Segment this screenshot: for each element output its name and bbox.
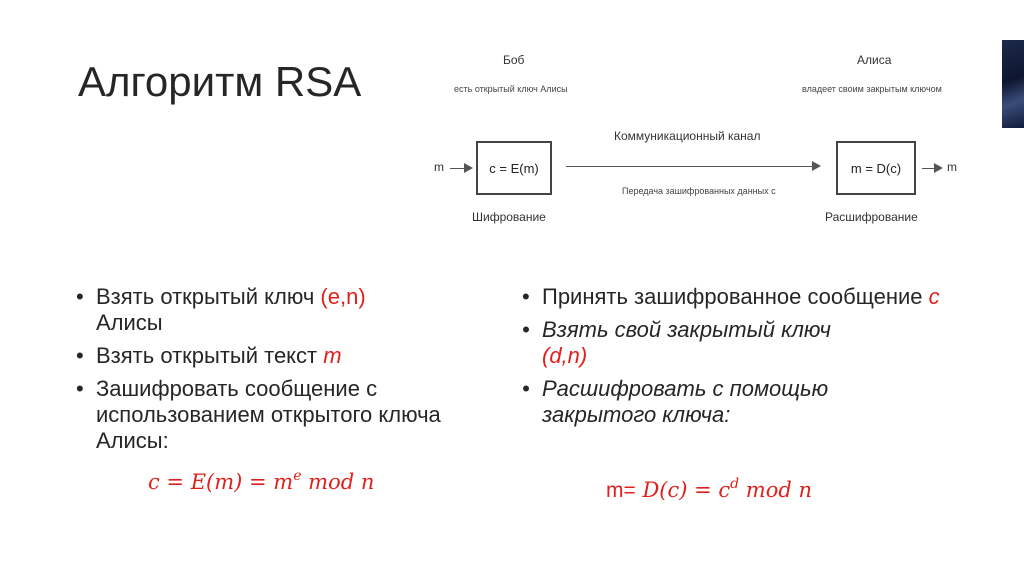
channel-label: Коммуникационный канал [614, 129, 761, 143]
list-item [76, 376, 476, 454]
item-text: Взять открытый текст [96, 343, 324, 368]
item-text: Взять открытый ключ [96, 284, 321, 309]
left-column [76, 284, 476, 461]
encryption-formula [148, 468, 374, 494]
channel-sublabel: Передача зашифрованных данных с [622, 186, 776, 196]
ciphertext-highlight: c [928, 284, 940, 309]
item-text: Взять свой закрытый ключ [542, 317, 831, 342]
formula-prefix: m= [606, 479, 636, 502]
encrypt-caption: Шифрование [472, 210, 546, 224]
channel-arrow-line [566, 166, 814, 167]
private-key-highlight: (d,n) [542, 343, 588, 368]
slide-title: Алгоритм RSA [78, 58, 362, 105]
list-item [522, 376, 942, 428]
bob-description: есть открытый ключ Алисы [454, 84, 568, 94]
formula-rhs: mod n [739, 478, 812, 502]
right-column [522, 284, 942, 435]
item-text: Принять зашифрованное сообщение [542, 284, 929, 309]
input-arrow-head [464, 163, 473, 173]
formula-exponent: e [293, 468, 302, 484]
formula-exponent: d [730, 476, 740, 492]
item-text: Зашифровать сообщение с использованием открытого ключа Алисы: [96, 376, 441, 453]
list-item [522, 284, 942, 310]
list-item [76, 343, 476, 369]
item-text: Расшифровать с помощью закрытого ключа: [542, 376, 829, 427]
input-message-label: m [434, 160, 444, 174]
rsa-diagram [420, 45, 980, 245]
plaintext-highlight: m [323, 343, 342, 368]
public-key-highlight: (e,n) [320, 284, 366, 309]
left-bullet-list [76, 284, 476, 454]
list-item [522, 317, 942, 369]
formula-lhs: c = E(m) = m [148, 470, 294, 494]
output-arrow-head [934, 163, 943, 173]
formula-rhs: mod n [301, 470, 375, 494]
alice-description: владеет своим закрытым ключом [802, 84, 942, 94]
corner-decoration [1002, 40, 1024, 128]
list-item [76, 284, 476, 336]
decrypt-caption: Расшифрование [825, 210, 918, 224]
bob-label: Боб [503, 53, 525, 67]
output-message-label: m [947, 160, 957, 174]
formula-lhs: D(c) = c [635, 478, 731, 502]
right-bullet-list [522, 284, 942, 428]
item-text-tail: Алисы [96, 310, 163, 335]
channel-arrow-head [812, 161, 821, 171]
encrypt-box: c = E(m) [476, 141, 552, 195]
alice-label: Алиса [857, 53, 892, 67]
decrypt-box: m = D(c) [836, 141, 916, 195]
decryption-formula [606, 476, 812, 503]
